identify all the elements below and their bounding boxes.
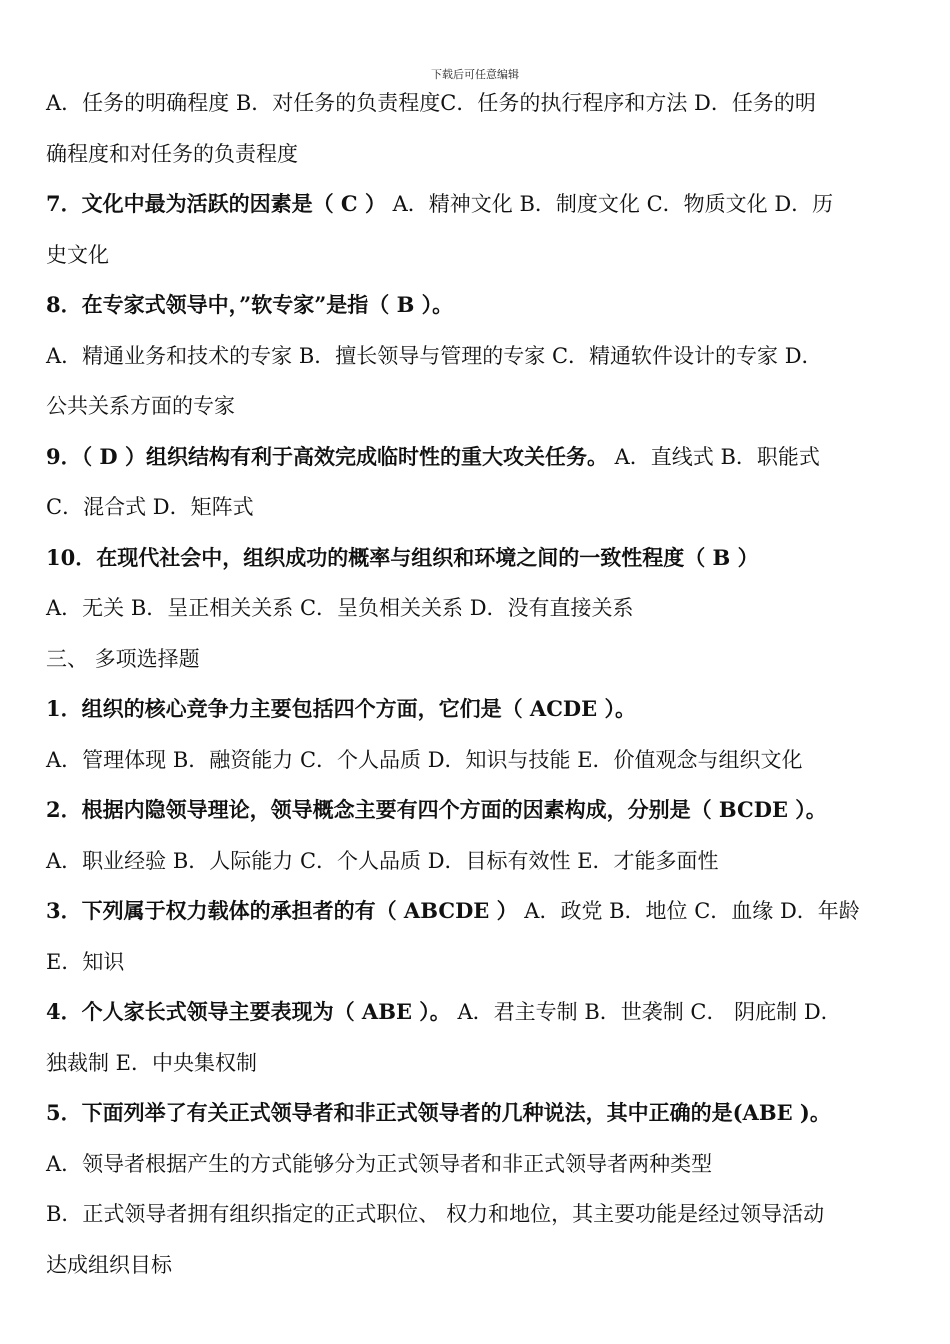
text-line xyxy=(46,1038,908,1089)
text-line xyxy=(46,129,908,180)
text-line xyxy=(46,583,908,634)
text-segment: E．知识 xyxy=(46,949,125,974)
text-segment: 公共关系方面的专家 xyxy=(46,394,235,418)
question-stem: 9．（ D ）组织结构有利于高效完成临时性的重大攻关任务。 xyxy=(46,443,608,469)
question-stem: 7．文化中最为活跃的因素是（ C ） xyxy=(46,191,386,216)
text-line xyxy=(46,432,908,483)
text-line xyxy=(46,179,908,230)
text-segment: 确程度和对任务的负责程度 xyxy=(46,141,298,166)
text-segment: A．精通业务和技术的专家 B．擅长领导与管理的专家 C．精通软件设计的专家 D． xyxy=(46,343,823,368)
text-line xyxy=(46,735,908,786)
text-segment: A．精神文化 B．制度文化 C．物质文化 D．历 xyxy=(385,192,834,216)
text-line xyxy=(46,886,908,937)
text-segment: A．直线式 B．职能式 xyxy=(607,444,820,469)
text-line xyxy=(46,1088,908,1139)
text-line xyxy=(46,987,908,1038)
text-line xyxy=(46,1189,908,1240)
text-line xyxy=(46,78,908,129)
text-segment: B．正式领导者拥有组织指定的正式职位、 权力和地位，其主要功能是经过领导活动 xyxy=(46,1202,825,1226)
text-line xyxy=(46,684,908,735)
text-line xyxy=(46,482,908,533)
page-header-note: 下载后可任意编辑 xyxy=(431,68,519,81)
text-line xyxy=(46,634,908,685)
text-line xyxy=(46,280,908,331)
text-segment: 三、 多项选择题 xyxy=(46,646,200,671)
text-segment: A．领导者根据产生的方式能够分为正式领导者和非正式领导者两种类型 xyxy=(46,1151,713,1176)
text-line xyxy=(46,533,908,584)
text-line xyxy=(46,381,908,432)
text-segment: A．无关 B．呈正相关关系 C．呈负相关关系 D．没有直接关系 xyxy=(46,596,634,620)
question-stem: 2．根据内隐领导理论，领导概念主要有四个方面的因素构成，分别是（ BCDE ）。 xyxy=(46,797,827,822)
text-segment: C．混合式 D．矩阵式 xyxy=(46,495,254,519)
text-line xyxy=(46,331,908,382)
text-segment: 史文化 xyxy=(46,242,109,267)
question-stem: 3．下列属于权力载体的承担者的有（ ABCDE ） xyxy=(46,898,518,923)
text-segment: A．任务的明确程度 B．对任务的负责程度C．任务的执行程序和方法 D．任务的明 xyxy=(46,91,816,115)
text-segment: A．政党 B．地位 C．血缘 D．年龄 xyxy=(517,899,860,923)
question-stem: 5．下面列举了有关正式领导者和非正式领导者的几种说法，其中正确的是(ABE )。 xyxy=(46,1100,831,1125)
question-stem: 4．个人家长式领导主要表现为（ ABE ）。 xyxy=(46,999,451,1024)
text-segment: 达成组织目标 xyxy=(46,1252,172,1277)
text-segment: 独裁制 E．中央集权制 xyxy=(46,1050,258,1075)
text-line xyxy=(46,1139,908,1190)
text-segment: A．君主专制 B．世袭制 C． 阴庇制 D． xyxy=(450,1000,842,1024)
text-segment: A．职业经验 B．人际能力 C．个人品质 D．目标有效性 E．才能多面性 xyxy=(46,848,719,873)
question-stem: 10．在现代社会中，组织成功的概率与组织和环境之间的一致性程度（ B ） xyxy=(46,544,759,570)
document-body xyxy=(46,78,908,1290)
text-line xyxy=(46,1240,908,1291)
question-stem: 1．组织的核心竞争力主要包括四个方面，它们是（ ACDE ）。 xyxy=(46,696,636,721)
text-line xyxy=(46,937,908,988)
text-line xyxy=(46,230,908,281)
question-stem: 8．在专家式领导中，”软专家”是指（ B ）。 xyxy=(46,292,454,317)
text-line xyxy=(46,836,908,887)
text-line xyxy=(46,785,908,836)
text-segment: A．管理体现 B．融资能力 C．个人品质 D．知识与技能 E．价值观念与组织文化 xyxy=(46,747,803,772)
